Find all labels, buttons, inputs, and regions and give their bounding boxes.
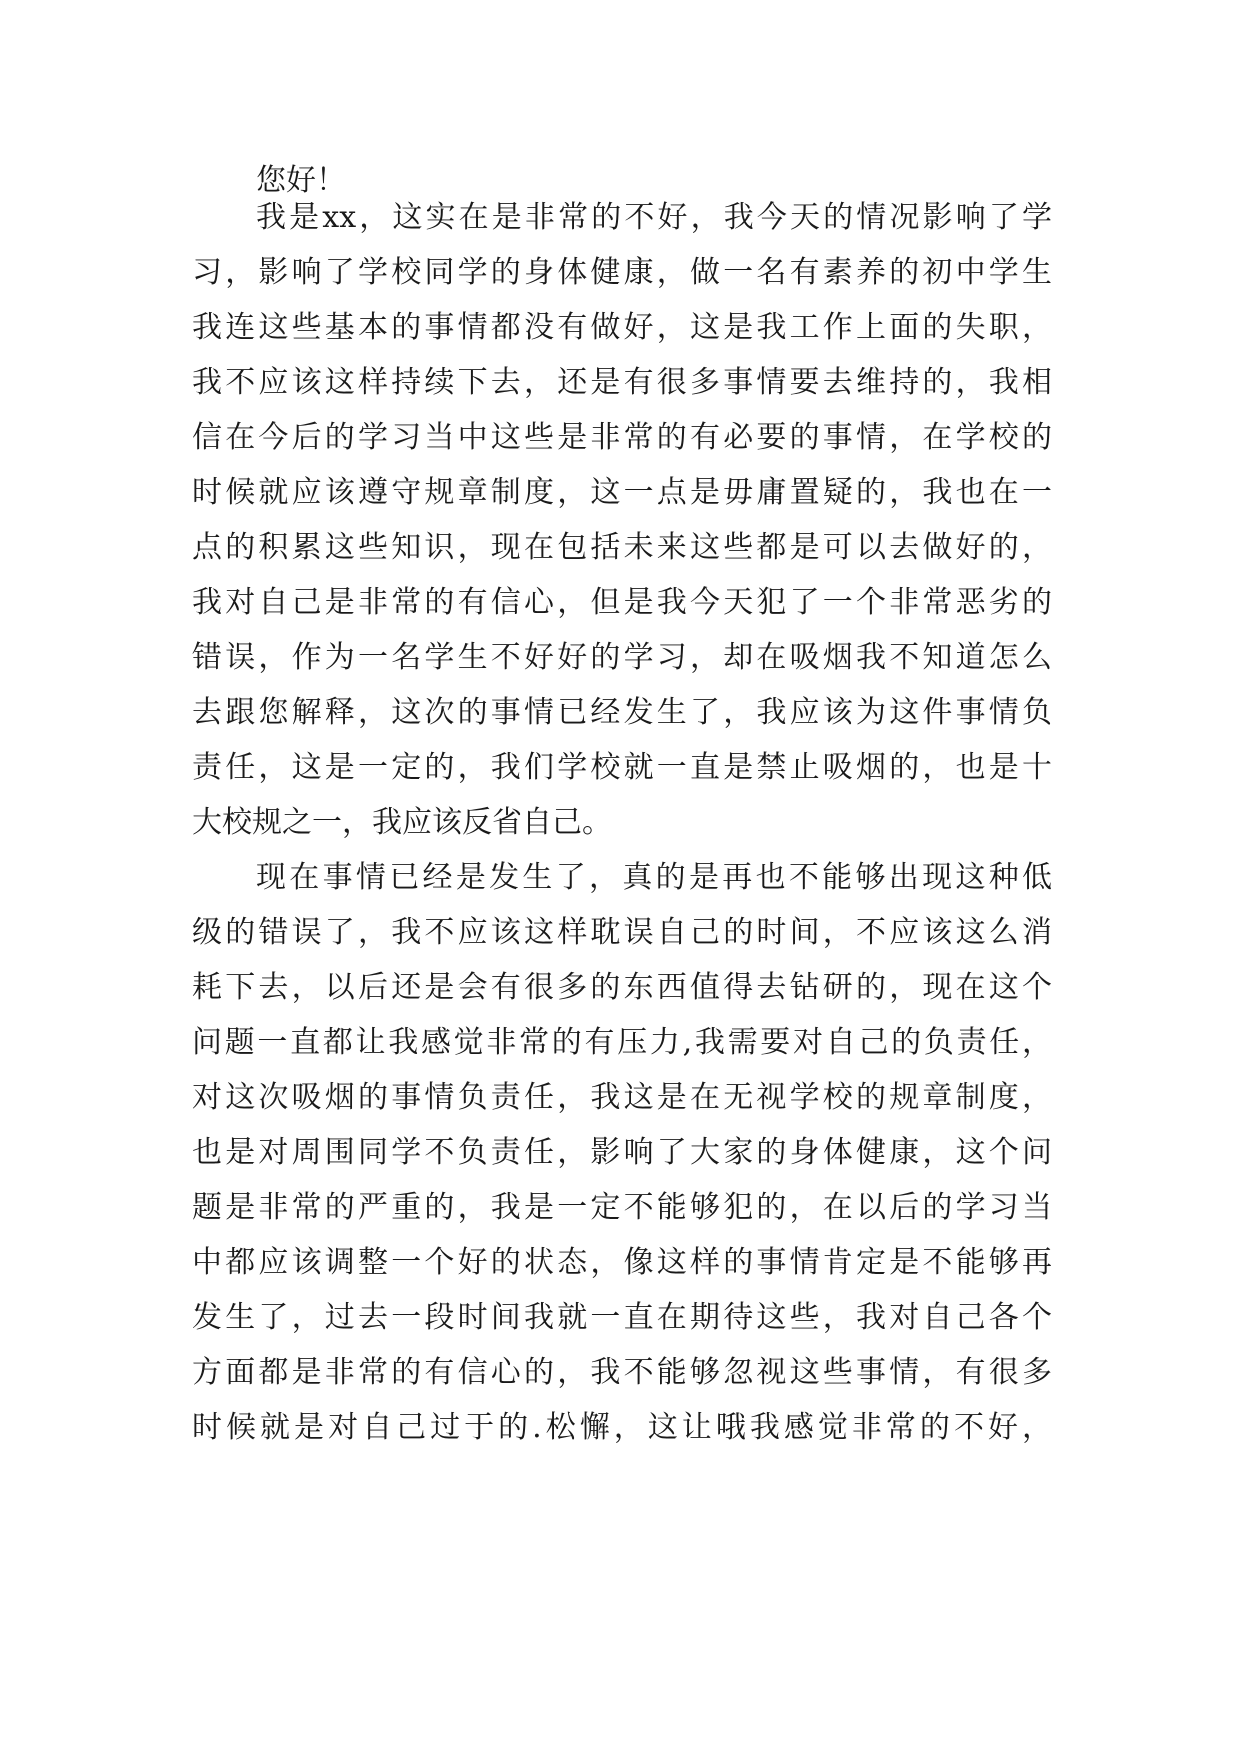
- paragraph-line: 我对自己是非常的有信心，但是我今天犯了一个非常恶劣的: [192, 585, 1052, 620]
- paragraph-line: 点的积累这些知识，现在包括未来这些都是可以去做好的，: [192, 530, 1052, 565]
- paragraph-line: 方面都是非常的有信心的，我不能够忽视这些事情，有很多: [192, 1355, 1052, 1390]
- paragraph-line: 也是对周围同学不负责任，影响了大家的身体健康，这个问: [192, 1135, 1052, 1170]
- paragraph-line: 对这次吸烟的事情负责任，我这是在无视学校的规章制度，: [192, 1080, 1052, 1115]
- paragraph-line: 信在今后的学习当中这些是非常的有必要的事情，在学校的: [192, 420, 1052, 455]
- paragraph-line: 我是xx，这实在是非常的不好，我今天的情况影响了学: [256, 200, 1052, 235]
- paragraph-line: 现在事情已经是发生了，真的是再也不能够出现这种低: [256, 860, 1052, 895]
- paragraph-line: 我不应该这样持续下去，还是有很多事情要去维持的，我相: [192, 365, 1052, 400]
- paragraph-line: 时候就应该遵守规章制度，这一点是毋庸置疑的，我也在一: [192, 475, 1052, 510]
- paragraph-line: 题是非常的严重的，我是一定不能够犯的，在以后的学习当: [192, 1190, 1052, 1225]
- paragraph-line: 责任，这是一定的，我们学校就一直是禁止吸烟的，也是十: [192, 750, 1052, 785]
- greeting-line: 您好！: [256, 163, 346, 198]
- paragraph-line: 错误，作为一名学生不好好的学习，却在吸烟我不知道怎么: [192, 640, 1052, 675]
- paragraph-line: 耗下去，以后还是会有很多的东西值得去钻研的，现在这个: [192, 970, 1052, 1005]
- paragraph-line: 习，影响了学校同学的身体健康，做一名有素养的初中学生: [192, 255, 1052, 290]
- paragraph-line: 时候就是对自己过于的.松懈，这让哦我感觉非常的不好，: [192, 1410, 1052, 1445]
- paragraph-line: 问题一直都让我感觉非常的有压力,我需要对自己的负责任，: [192, 1025, 1052, 1060]
- paragraph-line: 我连这些基本的事情都没有做好，这是我工作上面的失职，: [192, 310, 1052, 345]
- paragraph-line: 中都应该调整一个好的状态，像这样的事情肯定是不能够再: [192, 1245, 1052, 1280]
- paragraph-line: 去跟您解释，这次的事情已经发生了，我应该为这件事情负: [192, 695, 1052, 730]
- paragraph-line: 级的错误了，我不应该这样耽误自己的时间，不应该这么消: [192, 915, 1052, 950]
- paragraph-line: 大校规之一，我应该反省自己。: [192, 805, 612, 840]
- paragraph-line: 发生了，过去一段时间我就一直在期待这些，我对自己各个: [192, 1300, 1052, 1335]
